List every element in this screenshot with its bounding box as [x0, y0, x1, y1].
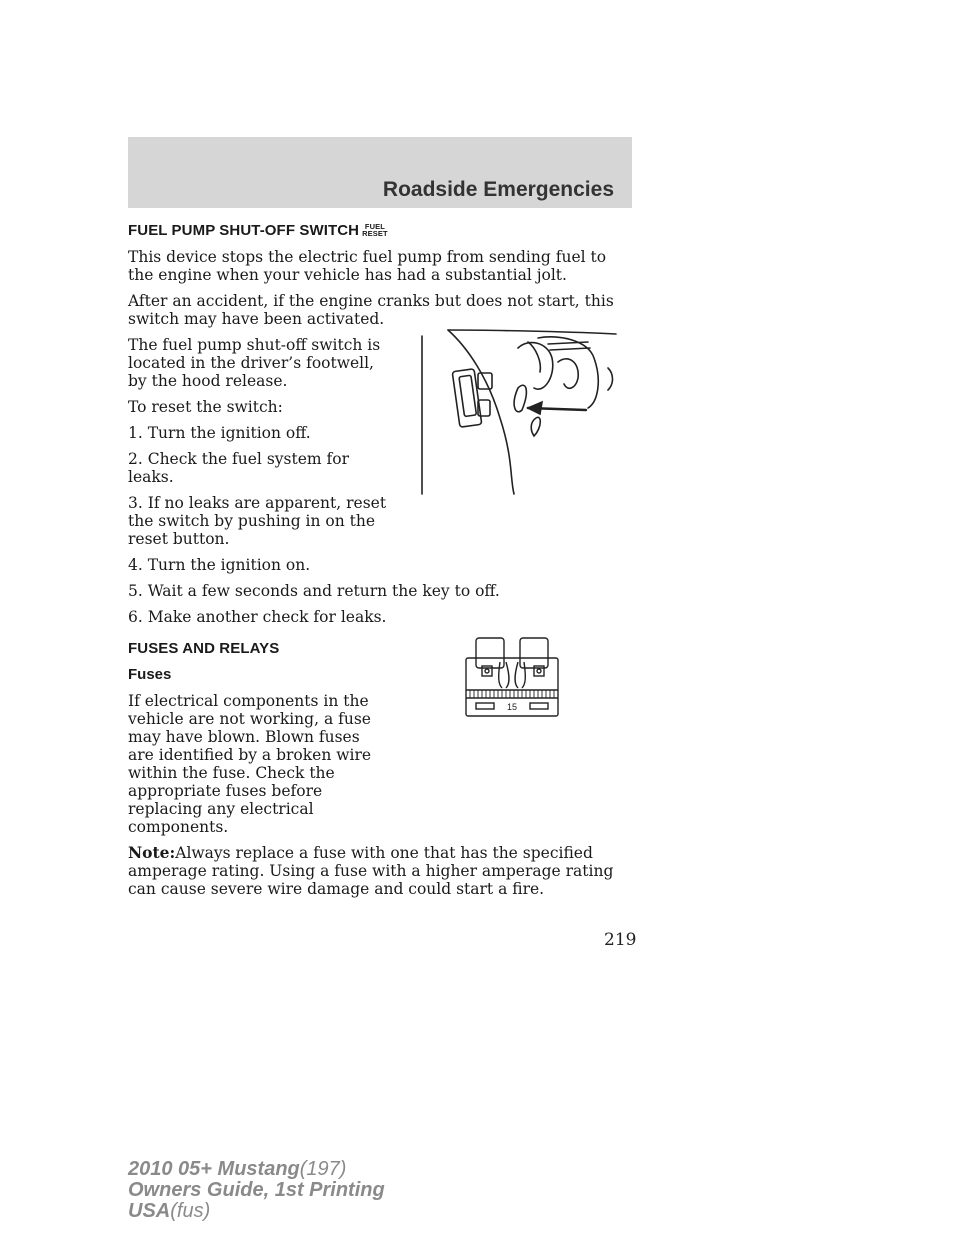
fuel-pump-para2: After an accident, if the engine cranks but does not start, this switch may have been activated. [128, 292, 614, 328]
fuel-pump-heading [128, 222, 633, 240]
fuel-reset-badge [362, 223, 388, 237]
fuel-pump-para1: This device stops the electric fuel pump from sending fuel to the engine when your vehicle has had a substantial jolt. [128, 248, 607, 284]
fuel-pump-para3: The fuel pump shut-off switch is located in the driver’s footwell, by the hood release. [128, 336, 381, 390]
note-label: Note: [128, 843, 176, 862]
badge-line2: RESET [362, 229, 388, 238]
section-title: Roadside Emergencies [382, 178, 614, 201]
page-number: 219 [604, 930, 637, 950]
fuses-subheading: Fuses [128, 666, 172, 683]
fuel-pump-heading-text: FUEL PUMP SHUT-OFF SWITCH [128, 222, 360, 239]
footer-printing: Owners Guide, 1st Printing [128, 1179, 385, 1201]
footer [128, 1159, 385, 1222]
footer-line3 [128, 1201, 385, 1222]
note-text: Always replace a fuse with one that has the specified amperage rating. Using a fuse with a higher amperage rating can cause severe wire damage and could start a fire. [128, 844, 614, 898]
footer-market: USA [128, 1200, 171, 1222]
header-band [128, 137, 632, 208]
step-2: 2. Check the fuel system for leaks. [128, 450, 349, 486]
fuse-note [128, 844, 633, 898]
fuel-pump-switch-illustration [418, 318, 618, 498]
footer-model-code: (197) [299, 1158, 347, 1180]
footer-line2 [128, 1180, 385, 1201]
step-1: 1. Turn the ignition off. [128, 424, 311, 442]
footer-line1 [128, 1159, 385, 1180]
fuses-relays-heading: FUSES AND RELAYS [128, 640, 280, 657]
fuse-rating-label: 15 [506, 702, 518, 712]
fuses-para1: If electrical components in the vehicle are not working, a fuse may have blown. Blown fuses are identified by a broken wire within the fuse. Check the appropriate fuses before replacing any electrical components. [128, 692, 372, 836]
reset-intro: To reset the switch: [128, 398, 283, 416]
footer-model: 2010 05+ Mustang [128, 1158, 300, 1180]
footer-market-code: (fus) [170, 1200, 211, 1222]
step-5: 5. Wait a few seconds and return the key to off. [128, 582, 500, 600]
badge-line1: FUEL [364, 222, 385, 231]
fuse-illustration [462, 636, 562, 718]
step-3: 3. If no leaks are apparent, reset the switch by pushing in on the reset button. [128, 494, 387, 548]
step-4: 4. Turn the ignition on. [128, 556, 311, 574]
step-6: 6. Make another check for leaks. [128, 608, 387, 626]
